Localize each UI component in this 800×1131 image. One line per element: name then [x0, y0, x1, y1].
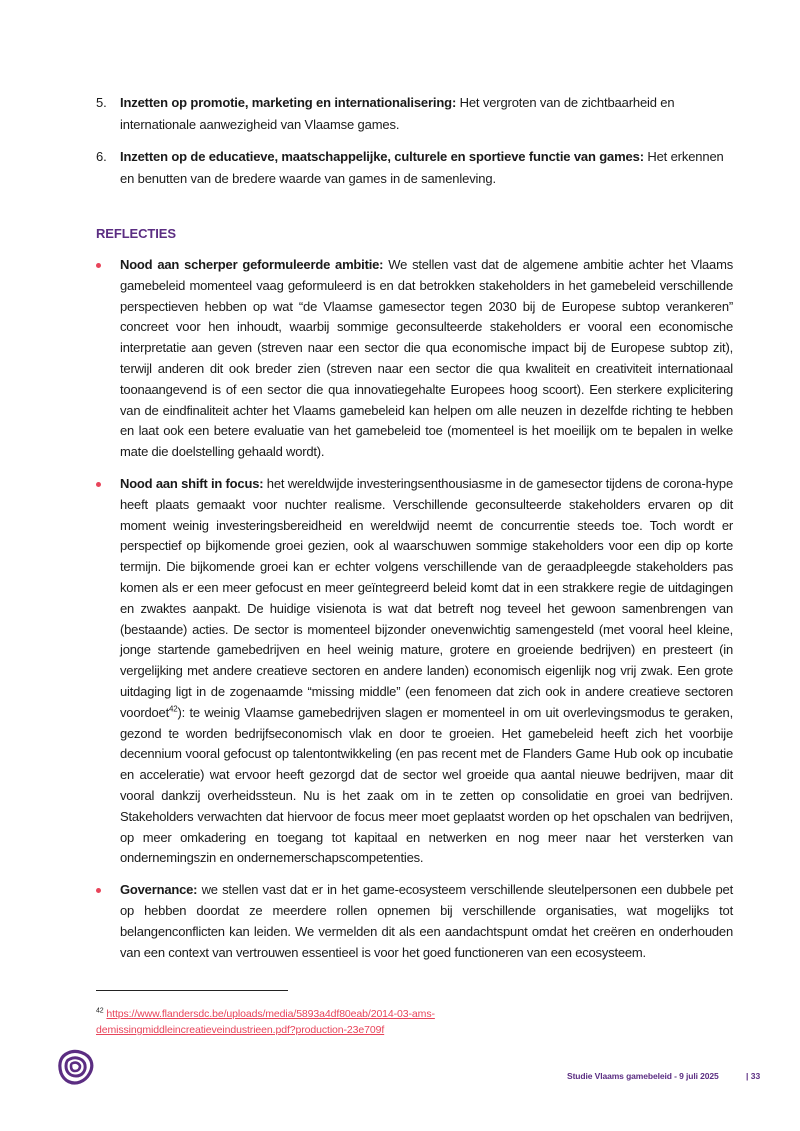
bullet-text: het wereldwijde investeringsenthousiasme in de gamesector tijdens de corona-hype heeft plaats gemaakt voor nuchter realisme. Verschillende geconsulteerde stakeholders ervaren op dit moment weinig investeringsbereidheid en wereldwijd neemt de concurrentie steeds toe. Toch wordt er perspectief op bijkomende groei gezien, ook al waarschuwen sommige stakeholders voor een dip op korte termijn. Die bijkomende groei kan er echter volgens verschillende van de geraadpleegde stakeholders pas komen als er een meer gefocust en meer geïntegreerd beleid komt dat in een strakkere regie de uitdagingen en zwaktes aanpakt. De huidige visienota is wat dat betreft nog teveel het gewoon samenbrengen van (bestaande) acties. De sector is momenteel bijzonder onevenwichtig samengesteld (met vooral heel kleine, jonge startende gamebedrijven en heel weinig mature, grotere en groeiende bedrijven) en presteert (in vergelijking met andere creatieve sectoren en andere landen) economisch eigenlijk nog vrij zwak. Een grote uitdaging ligt in de zogenaamde “missing middle” (een fenomeen dat zich ook in andere creatieve sectoren voordoet	[120, 475, 733, 720]
page-number: | 33	[746, 1071, 761, 1081]
numbered-item-6	[96, 146, 733, 190]
bullet-dot-icon	[96, 888, 101, 893]
bullet-dot-icon	[96, 263, 101, 268]
bullet-text: we stellen vast dat er in het game-ecosysteem verschillende sleutelpersonen een dubbele pet op hebben doordat ze meerdere rollen opnemen bij verschillende organisaties, wat mogelijks tot belangenconflicten kan leiden. We vermelden dit als een aandachtspunt omdat het creëren en onderhouden van een context van vertrouwen essentieel is voor het goed functioneren van een ecosysteem.	[120, 882, 733, 960]
bullet-text: We stellen vast dat de algemene ambitie achter het Vlaams gamebeleid momenteel vaag geformuleerd is en dat betrokken stakeholders in het gamebeleid verschillende perspectieven hebben op wat “de Vlaamse gamesector tegen 2030 bij de Europese subtop verankeren” concreet voor hen inhoudt, waarbij sommige geconsulteerde stakeholders er vooral een economische interpretatie aan geven (streven naar een sector die qua economische impact bij de Europese subtop zit), terwijl anderen dit ook breder zien (streven naar een sector die qua kwaliteit en creativiteit internationaal toonaangevend is of een sector die qua innovatiegehalte Europees hoog scoort). Een sterkere explicitering van de eindfinaliteit achter het Vlaams gamebeleid kan helpen om alle neuzen in dezelfde richting te hebben en laat ook een betere evaluatie van het gamebeleid toe (momenteel is het moeilijk om te bepalen in welke mate die doelstelling gehaald wordt).	[120, 257, 734, 460]
footnote	[96, 1006, 596, 1038]
footnote-link[interactable]: https://www.flandersdc.be/uploads/media/5893a4df80eab/2014-03-ams-demissingmiddleincreatieveindustrieen.pdf?production-23e709f	[96, 1008, 435, 1036]
bullet-item-focus	[96, 474, 733, 869]
bullet-item-ambitie	[96, 255, 733, 463]
footer-title: Studie Vlaams gamebeleid - 9 juli 2025	[567, 1071, 719, 1081]
bullet-dot-icon	[96, 482, 101, 487]
item-title: Inzetten op promotie, marketing en internationalisering:	[120, 95, 457, 110]
numbered-list	[96, 92, 733, 190]
page-content	[96, 92, 733, 974]
footnote-reference[interactable]: 42	[169, 704, 178, 714]
footnote-divider	[96, 990, 288, 991]
item-number: 6.	[96, 149, 107, 164]
item-title: Inzetten op de educatieve, maatschappelijke, culturele en sportieve functie van games:	[120, 149, 644, 164]
item-text: Het vergroten van de zichtbaarheid en internationale aanwezigheid van Vlaamse games.	[120, 95, 675, 132]
item-text: Het erkennen en benutten van de bredere waarde van games in de samenleving.	[120, 149, 724, 186]
bullet-title: Nood aan scherper geformuleerde ambitie:	[120, 257, 384, 272]
footnote-number: 42	[96, 1007, 104, 1015]
item-number: 5.	[96, 95, 107, 110]
section-heading: REFLECTIES	[96, 226, 176, 241]
reflections-list	[96, 255, 733, 963]
concentric-swirl-logo-icon	[58, 1049, 94, 1085]
bullet-title: Governance:	[120, 882, 198, 898]
numbered-item-5	[96, 92, 733, 136]
bullet-item-governance	[96, 880, 733, 963]
bullet-title: Nood aan shift in focus:	[120, 475, 264, 491]
bullet-text-continued: ): te weinig Vlaamse gamebedrijven slagen er momenteel in om uit overlevingsmodus te geraken, gezond te worden bedrijfseconomisch vlak en door te groeien. Het gamebeleid heeft zich het voorbije decennium vooral gefocust op talentontwikkeling (en pas recent met de Flanders Game Hub ook op incubatie en acceleratie) wat ervoor heeft gezorgd dat de sector wel groeide qua aantal nieuwe bedrijven, maar dit vooral dankzij overheidssteun. Nu is het zaak om in te zetten op consolidatie en groei van bedrijven. Stakeholders verwachten dat hiervoor de focus meer moet geplaatst worden op het opschalen van bedrijven, op meer omkadering en toegang tot kapitaal en netwerken en nog meer naar het versterken van ondernemingszin en ondernemerschapscompetenties.	[120, 704, 733, 866]
